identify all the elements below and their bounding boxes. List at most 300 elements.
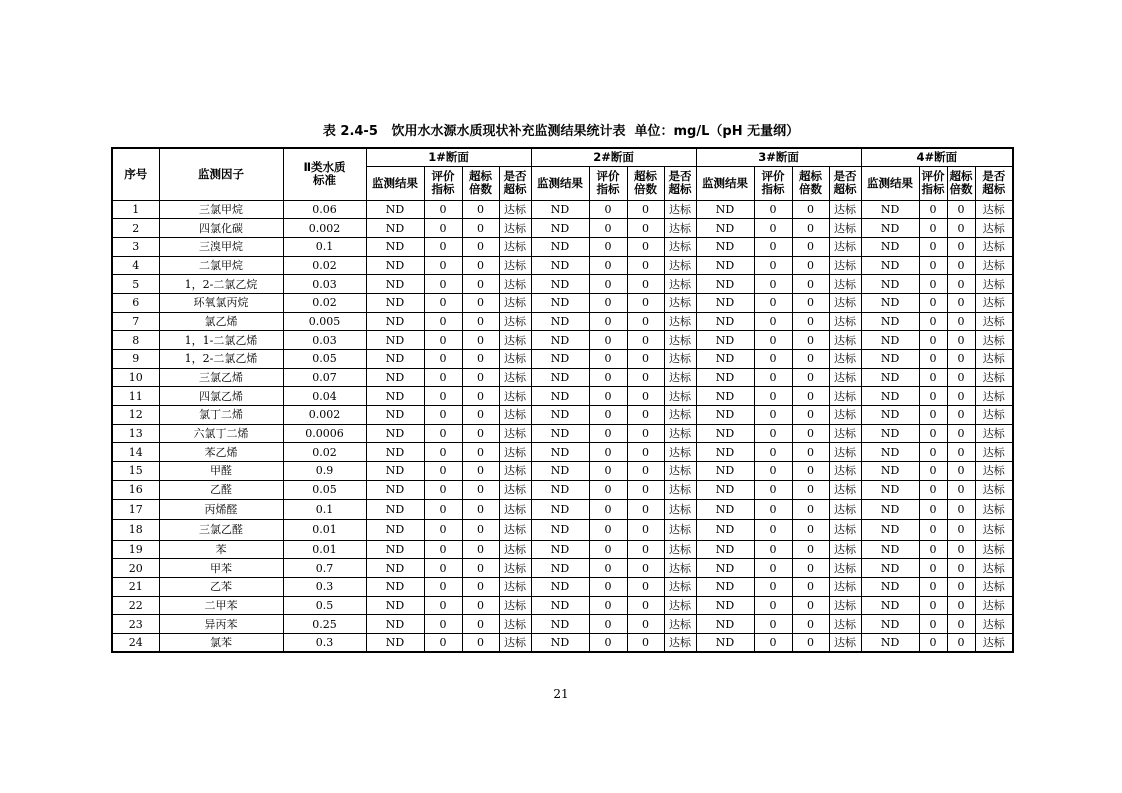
- cell-multiple: 0: [462, 293, 499, 312]
- cell-index: 0: [754, 596, 792, 615]
- cell-exceed: 达标: [975, 424, 1013, 443]
- cell-exceed: 达标: [499, 424, 531, 443]
- cell-multiple: 0: [947, 368, 975, 387]
- cell-result: ND: [366, 256, 424, 275]
- cell-exceed: 达标: [975, 615, 1013, 634]
- cell-result: ND: [696, 577, 754, 596]
- cell-result: ND: [531, 462, 589, 481]
- cell-multiple: 0: [627, 443, 664, 462]
- cell-standard: 0.3: [283, 577, 366, 596]
- subheader-result: [366, 166, 424, 200]
- cell-index: 0: [754, 424, 792, 443]
- table-row: [112, 368, 1013, 387]
- cell-exceed: 达标: [664, 293, 696, 312]
- cell-exceed: 达标: [975, 200, 1013, 219]
- cell-exceed: 达标: [829, 312, 861, 331]
- cell-multiple: 0: [462, 312, 499, 331]
- cell-exceed: 达标: [499, 200, 531, 219]
- cell-result: ND: [366, 350, 424, 369]
- cell-multiple: 0: [792, 499, 829, 520]
- cell-index: 0: [754, 293, 792, 312]
- cell-index: 0: [754, 312, 792, 331]
- subheader-exceed: [975, 166, 1013, 200]
- cell-multiple: 0: [627, 368, 664, 387]
- cell-exceed: 达标: [975, 462, 1013, 481]
- table-row: [112, 387, 1013, 406]
- table-row: [112, 559, 1013, 578]
- cell-result: ND: [366, 406, 424, 425]
- cell-exceed: 达标: [829, 237, 861, 256]
- cell-exceed: 达标: [829, 499, 861, 520]
- cell-multiple: 0: [947, 406, 975, 425]
- cell-result: ND: [696, 200, 754, 219]
- cell-index: 0: [919, 559, 947, 578]
- table-row: [112, 615, 1013, 634]
- table-row: [112, 443, 1013, 462]
- table-row: [112, 331, 1013, 350]
- cell-multiple: 0: [947, 520, 975, 541]
- cell-exceed: 达标: [975, 293, 1013, 312]
- cell-result: ND: [531, 480, 589, 499]
- cell-index: 0: [919, 615, 947, 634]
- cell-exceed: 达标: [829, 406, 861, 425]
- cell-index: 0: [589, 387, 627, 406]
- cell-factor: 二氯甲烷: [159, 256, 283, 275]
- cell-seq: 18: [112, 520, 159, 541]
- cell-result: ND: [366, 368, 424, 387]
- cell-index: 0: [589, 499, 627, 520]
- cell-multiple: 0: [792, 540, 829, 559]
- subheader-multiple: [627, 166, 664, 200]
- cell-exceed: 达标: [975, 237, 1013, 256]
- cell-index: 0: [589, 633, 627, 652]
- cell-seq: 19: [112, 540, 159, 559]
- cell-index: 0: [424, 559, 462, 578]
- cell-exceed: 达标: [829, 219, 861, 238]
- subheader-exceed: [829, 166, 861, 200]
- cell-multiple: 0: [627, 633, 664, 652]
- cell-multiple: 0: [462, 331, 499, 350]
- cell-result: ND: [531, 520, 589, 541]
- cell-result: ND: [531, 312, 589, 331]
- table-row: [112, 219, 1013, 238]
- subheader-multiple-text: 倍数: [634, 182, 658, 196]
- cell-factor: 甲醛: [159, 462, 283, 481]
- cell-seq: 6: [112, 293, 159, 312]
- cell-index: 0: [919, 350, 947, 369]
- subheader-result-text: 监测结果: [867, 175, 914, 190]
- cell-multiple: 0: [462, 350, 499, 369]
- cell-exceed: 达标: [664, 443, 696, 462]
- cell-result: ND: [366, 633, 424, 652]
- cell-result: ND: [861, 633, 919, 652]
- cell-index: 0: [424, 237, 462, 256]
- cell-exceed: 达标: [829, 350, 861, 369]
- cell-result: ND: [366, 540, 424, 559]
- cell-standard: 0.25: [283, 615, 366, 634]
- cell-standard: 0.3: [283, 633, 366, 652]
- cell-multiple: 0: [627, 293, 664, 312]
- cell-multiple: 0: [947, 480, 975, 499]
- cell-exceed: 达标: [829, 368, 861, 387]
- cell-result: ND: [861, 577, 919, 596]
- cell-index: 0: [589, 200, 627, 219]
- table-row: [112, 406, 1013, 425]
- cell-exceed: 达标: [829, 559, 861, 578]
- subheader-exceed-text: 是否: [982, 169, 1006, 183]
- cell-multiple: 0: [792, 256, 829, 275]
- cell-standard: 0.7: [283, 559, 366, 578]
- subheader-exceed-text: 是否: [833, 169, 857, 183]
- cell-result: ND: [696, 615, 754, 634]
- subheader-result-text: 监测结果: [372, 175, 418, 190]
- cell-exceed: 达标: [664, 275, 696, 294]
- cell-multiple: 0: [947, 577, 975, 596]
- table-row: [112, 312, 1013, 331]
- subheader-exceed-text: 超标: [833, 182, 857, 196]
- cell-index: 0: [589, 350, 627, 369]
- cell-multiple: 0: [947, 256, 975, 275]
- cell-exceed: 达标: [664, 520, 696, 541]
- cell-multiple: 0: [947, 633, 975, 652]
- cell-seq: 20: [112, 559, 159, 578]
- cell-exceed: 达标: [499, 275, 531, 294]
- cell-index: 0: [589, 559, 627, 578]
- cell-index: 0: [919, 256, 947, 275]
- cell-factor: 苯乙烯: [159, 443, 283, 462]
- cell-result: ND: [861, 596, 919, 615]
- cell-result: ND: [531, 350, 589, 369]
- cell-index: 0: [424, 200, 462, 219]
- cell-factor: 乙苯: [159, 577, 283, 596]
- cell-multiple: 0: [627, 237, 664, 256]
- cell-index: 0: [589, 406, 627, 425]
- cell-exceed: 达标: [499, 520, 531, 541]
- cell-multiple: 0: [462, 480, 499, 499]
- cell-exceed: 达标: [829, 577, 861, 596]
- cell-multiple: 0: [792, 406, 829, 425]
- cell-multiple: 0: [947, 540, 975, 559]
- cell-index: 0: [424, 424, 462, 443]
- cell-index: 0: [424, 368, 462, 387]
- cell-exceed: 达标: [499, 540, 531, 559]
- cell-multiple: 0: [627, 577, 664, 596]
- cell-index: 0: [424, 596, 462, 615]
- cell-result: ND: [696, 462, 754, 481]
- cell-exceed: 达标: [664, 237, 696, 256]
- cell-index: 0: [754, 633, 792, 652]
- header-section-4: 4#断面: [861, 148, 1013, 166]
- cell-standard: 0.03: [283, 331, 366, 350]
- cell-exceed: 达标: [664, 406, 696, 425]
- subheader-index-text: 指标: [761, 182, 785, 196]
- cell-result: ND: [861, 406, 919, 425]
- cell-seq: 13: [112, 424, 159, 443]
- cell-multiple: 0: [947, 443, 975, 462]
- cell-seq: 5: [112, 275, 159, 294]
- cell-result: ND: [531, 406, 589, 425]
- cell-result: ND: [531, 368, 589, 387]
- cell-seq: 22: [112, 596, 159, 615]
- cell-factor: 苯: [159, 540, 283, 559]
- subheader-exceed: [499, 166, 531, 200]
- cell-multiple: 0: [792, 368, 829, 387]
- subheader-index-text: 指标: [921, 182, 945, 196]
- cell-exceed: 达标: [829, 331, 861, 350]
- cell-exceed: 达标: [664, 540, 696, 559]
- subheader-exceed-text: 是否: [668, 169, 692, 183]
- cell-index: 0: [424, 406, 462, 425]
- cell-index: 0: [754, 331, 792, 350]
- cell-multiple: 0: [792, 633, 829, 652]
- cell-exceed: 达标: [829, 275, 861, 294]
- cell-result: ND: [366, 219, 424, 238]
- table-caption: 表 2.4-5 饮用水水源水质现状补充监测结果统计表 单位：mg/L（pH 无量纲）: [322, 124, 800, 139]
- subheader-exceed-text: 超标: [982, 182, 1006, 196]
- cell-factor: 三氯乙烯: [159, 368, 283, 387]
- cell-result: ND: [696, 387, 754, 406]
- cell-exceed: 达标: [975, 443, 1013, 462]
- cell-multiple: 0: [792, 462, 829, 481]
- cell-exceed: 达标: [975, 256, 1013, 275]
- cell-exceed: 达标: [975, 387, 1013, 406]
- cell-result: ND: [531, 219, 589, 238]
- cell-exceed: 达标: [664, 596, 696, 615]
- cell-exceed: 达标: [829, 462, 861, 481]
- cell-index: 0: [424, 462, 462, 481]
- cell-standard: 0.1: [283, 237, 366, 256]
- cell-seq: 16: [112, 480, 159, 499]
- cell-index: 0: [424, 256, 462, 275]
- cell-exceed: 达标: [975, 406, 1013, 425]
- table-row: [112, 424, 1013, 443]
- cell-exceed: 达标: [499, 368, 531, 387]
- cell-multiple: 0: [947, 275, 975, 294]
- cell-multiple: 0: [792, 293, 829, 312]
- cell-result: ND: [696, 480, 754, 499]
- cell-result: ND: [861, 559, 919, 578]
- cell-index: 0: [589, 540, 627, 559]
- header-standard-line1: Ⅱ类水质: [303, 160, 346, 175]
- cell-result: ND: [531, 387, 589, 406]
- table-row: [112, 520, 1013, 541]
- table-row: [112, 540, 1013, 559]
- cell-result: ND: [366, 275, 424, 294]
- cell-result: ND: [696, 368, 754, 387]
- cell-factor: 六氯丁二烯: [159, 424, 283, 443]
- cell-seq: 11: [112, 387, 159, 406]
- cell-multiple: 0: [627, 275, 664, 294]
- cell-exceed: 达标: [975, 633, 1013, 652]
- cell-result: ND: [861, 540, 919, 559]
- cell-multiple: 0: [462, 443, 499, 462]
- cell-result: ND: [696, 312, 754, 331]
- cell-factor: 二甲苯: [159, 596, 283, 615]
- cell-seq: 7: [112, 312, 159, 331]
- cell-standard: 0.03: [283, 275, 366, 294]
- cell-result: ND: [366, 596, 424, 615]
- cell-index: 0: [754, 387, 792, 406]
- cell-exceed: 达标: [664, 387, 696, 406]
- cell-result: ND: [696, 540, 754, 559]
- page-number: 21: [553, 687, 569, 701]
- cell-result: ND: [861, 219, 919, 238]
- cell-multiple: 0: [627, 219, 664, 238]
- cell-exceed: 达标: [499, 312, 531, 331]
- cell-result: ND: [366, 615, 424, 634]
- cell-exceed: 达标: [664, 424, 696, 443]
- cell-index: 0: [424, 443, 462, 462]
- cell-seq: 24: [112, 633, 159, 652]
- table-row: [112, 596, 1013, 615]
- cell-multiple: 0: [462, 368, 499, 387]
- cell-exceed: 达标: [499, 443, 531, 462]
- cell-result: ND: [861, 368, 919, 387]
- cell-index: 0: [589, 596, 627, 615]
- cell-multiple: 0: [947, 462, 975, 481]
- subheader-multiple: [462, 166, 499, 200]
- table-row: [112, 350, 1013, 369]
- cell-multiple: 0: [462, 596, 499, 615]
- cell-seq: 2: [112, 219, 159, 238]
- cell-index: 0: [589, 312, 627, 331]
- cell-multiple: 0: [792, 331, 829, 350]
- cell-multiple: 0: [462, 256, 499, 275]
- cell-index: 0: [919, 424, 947, 443]
- cell-result: ND: [861, 443, 919, 462]
- cell-index: 0: [589, 331, 627, 350]
- cell-result: ND: [861, 499, 919, 520]
- cell-result: ND: [696, 237, 754, 256]
- subheader-exceed: [664, 166, 696, 200]
- cell-result: ND: [366, 387, 424, 406]
- cell-factor: 环氧氯丙烷: [159, 293, 283, 312]
- cell-index: 0: [919, 387, 947, 406]
- cell-result: ND: [366, 237, 424, 256]
- cell-exceed: 达标: [499, 633, 531, 652]
- subheader-index: [424, 166, 462, 200]
- cell-exceed: 达标: [664, 462, 696, 481]
- cell-exceed: 达标: [664, 219, 696, 238]
- cell-result: ND: [531, 633, 589, 652]
- cell-multiple: 0: [947, 350, 975, 369]
- cell-multiple: 0: [792, 480, 829, 499]
- cell-exceed: 达标: [664, 499, 696, 520]
- cell-exceed: 达标: [975, 520, 1013, 541]
- cell-index: 0: [919, 596, 947, 615]
- cell-result: ND: [366, 462, 424, 481]
- cell-multiple: 0: [792, 520, 829, 541]
- cell-result: ND: [696, 443, 754, 462]
- subheader-index-text: 评价: [596, 169, 620, 183]
- cell-multiple: 0: [947, 219, 975, 238]
- cell-exceed: 达标: [499, 499, 531, 520]
- cell-index: 0: [589, 615, 627, 634]
- cell-exceed: 达标: [499, 293, 531, 312]
- cell-index: 0: [424, 540, 462, 559]
- table-row: [112, 480, 1013, 499]
- cell-result: ND: [366, 577, 424, 596]
- cell-multiple: 0: [792, 219, 829, 238]
- cell-factor: 四氯化碳: [159, 219, 283, 238]
- cell-result: ND: [366, 200, 424, 219]
- cell-exceed: 达标: [975, 368, 1013, 387]
- cell-factor: 甲苯: [159, 559, 283, 578]
- header-section-1: 1#断面: [366, 148, 531, 166]
- cell-exceed: 达标: [829, 480, 861, 499]
- cell-exceed: 达标: [829, 443, 861, 462]
- cell-exceed: 达标: [975, 540, 1013, 559]
- cell-index: 0: [424, 387, 462, 406]
- subheader-multiple-text: 倍数: [799, 182, 823, 196]
- cell-index: 0: [589, 443, 627, 462]
- cell-multiple: 0: [947, 424, 975, 443]
- cell-seq: 14: [112, 443, 159, 462]
- header-seq: 序号: [112, 148, 159, 200]
- subheader-result: [696, 166, 754, 200]
- cell-multiple: 0: [462, 275, 499, 294]
- cell-multiple: 0: [792, 443, 829, 462]
- table-row: [112, 275, 1013, 294]
- cell-multiple: 0: [947, 596, 975, 615]
- table-row: [112, 293, 1013, 312]
- cell-result: ND: [696, 424, 754, 443]
- cell-exceed: 达标: [499, 406, 531, 425]
- cell-exceed: 达标: [499, 596, 531, 615]
- subheader-index-text: 评价: [921, 169, 945, 183]
- cell-index: 0: [754, 462, 792, 481]
- cell-standard: 0.02: [283, 443, 366, 462]
- cell-standard: 0.0006: [283, 424, 366, 443]
- cell-standard: 0.05: [283, 480, 366, 499]
- cell-index: 0: [754, 368, 792, 387]
- cell-exceed: 达标: [664, 200, 696, 219]
- cell-exceed: 达标: [664, 312, 696, 331]
- cell-standard: 0.1: [283, 499, 366, 520]
- subheader-index-text: 指标: [431, 182, 455, 196]
- cell-seq: 17: [112, 499, 159, 520]
- table-row: [112, 633, 1013, 652]
- cell-exceed: 达标: [499, 219, 531, 238]
- cell-result: ND: [696, 633, 754, 652]
- cell-multiple: 0: [792, 615, 829, 634]
- cell-result: ND: [531, 540, 589, 559]
- cell-multiple: 0: [792, 275, 829, 294]
- cell-exceed: 达标: [975, 331, 1013, 350]
- cell-index: 0: [589, 219, 627, 238]
- subheader-index-text: 评价: [431, 169, 455, 183]
- cell-factor: 1，2-二氯乙烷: [159, 275, 283, 294]
- cell-multiple: 0: [947, 200, 975, 219]
- cell-result: ND: [366, 520, 424, 541]
- cell-index: 0: [754, 499, 792, 520]
- cell-result: ND: [861, 462, 919, 481]
- cell-result: ND: [696, 520, 754, 541]
- cell-result: ND: [861, 312, 919, 331]
- subheader-result: [861, 166, 919, 200]
- cell-factor: 三溴甲烷: [159, 237, 283, 256]
- cell-factor: 1，1-二氯乙烯: [159, 331, 283, 350]
- cell-exceed: 达标: [975, 559, 1013, 578]
- cell-result: ND: [531, 331, 589, 350]
- cell-index: 0: [754, 577, 792, 596]
- cell-multiple: 0: [627, 499, 664, 520]
- cell-index: 0: [919, 443, 947, 462]
- cell-multiple: 0: [462, 406, 499, 425]
- table-header: [112, 148, 1013, 200]
- cell-index: 0: [919, 331, 947, 350]
- cell-seq: 3: [112, 237, 159, 256]
